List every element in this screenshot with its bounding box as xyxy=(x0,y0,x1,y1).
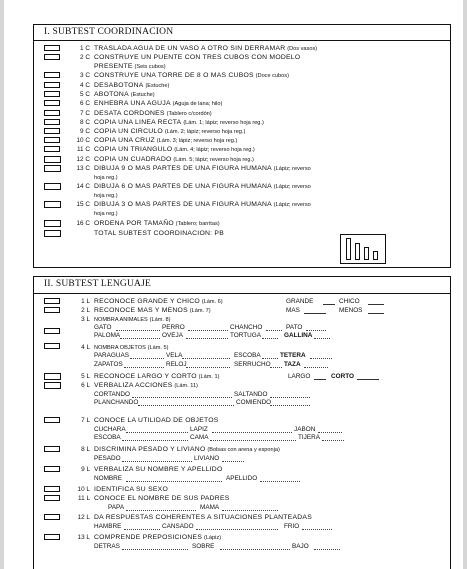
score-checkbox[interactable] xyxy=(44,146,60,152)
score-checkbox[interactable] xyxy=(44,307,60,313)
item-text: DIBUJA 6 O MAS PARTES DE UNA FIGURA HUMANA (Lápiz; reverso xyxy=(94,183,311,190)
item-code: 5 C xyxy=(80,91,90,98)
score-checkbox[interactable] xyxy=(44,110,60,116)
item-row xyxy=(34,182,450,191)
item-row-continuation xyxy=(34,62,450,71)
item-row xyxy=(34,297,450,306)
item-code: 6 L xyxy=(81,382,90,389)
item-text: RECONOCE LARGO Y CORTO (Lám. 1) xyxy=(94,373,220,380)
item-row xyxy=(34,219,450,228)
item-text: DESABOTONA (Estuche) xyxy=(94,82,170,89)
answer-row xyxy=(34,360,450,369)
item-text: DESATA CORDONES (Tablero c/cordón) xyxy=(94,110,212,117)
answer-label: CORTANDO xyxy=(94,391,130,398)
answer-label: MAS xyxy=(286,307,300,314)
score-checkbox[interactable] xyxy=(44,165,61,172)
answer-label: PATO xyxy=(286,324,303,331)
item-code: 16 C xyxy=(76,220,90,227)
score-checkbox[interactable] xyxy=(44,514,60,520)
item-code: 1 L xyxy=(81,298,90,305)
answer-line xyxy=(182,353,230,359)
answer-line xyxy=(322,435,344,441)
item-row xyxy=(34,53,450,62)
answer-line xyxy=(368,308,384,314)
answer-label: TORTUGA xyxy=(230,332,262,339)
answer-line xyxy=(357,374,379,380)
item-text: CONOCE EL NOMBRE DE SUS PADRES xyxy=(94,495,230,502)
answer-label: CUCHARA xyxy=(94,426,126,433)
item-text: COPIA UN TRIANGULO (Lám. 4; lápiz; reverso hoja reg.) xyxy=(94,146,255,153)
answer-row xyxy=(34,433,450,442)
item-code: 4 C xyxy=(80,82,90,89)
item-text: ORDENA POR TAMAÑO (Tablero; barritas) xyxy=(94,220,220,227)
item-text: IDENTIFICA SU SEXO xyxy=(94,486,168,493)
answer-label: MAMA xyxy=(200,504,220,511)
answer-label: PAPA xyxy=(108,504,125,511)
section-coordinacion xyxy=(33,24,451,268)
answer-line xyxy=(120,333,160,339)
answer-row xyxy=(34,522,450,531)
item-code: 2 C xyxy=(80,54,90,61)
item-text: PRESENTE (Seis cubos) xyxy=(94,63,166,70)
answer-label: MENOS xyxy=(339,307,363,314)
answer-label: LARGO xyxy=(288,373,311,380)
item-row xyxy=(34,71,450,80)
item-code: 8 C xyxy=(80,119,90,126)
item-row xyxy=(34,372,450,381)
item-row xyxy=(34,136,450,145)
answer-label: LAPIZ xyxy=(190,426,208,433)
section-title: I. SUBTEST COORDINACION xyxy=(44,27,174,37)
answer-label: ESCOBA xyxy=(94,434,121,441)
answer-line xyxy=(323,299,335,305)
item-code: 13 L xyxy=(77,534,90,541)
answer-line xyxy=(130,353,164,359)
section-title: II. SUBTEST LENGUAJE xyxy=(44,279,152,289)
item-text: hoja reg.) xyxy=(94,193,118,199)
item-code: 2 L xyxy=(81,307,90,314)
document-page xyxy=(4,0,463,569)
item-code: 10 L xyxy=(77,486,90,493)
item-row xyxy=(34,533,450,542)
score-checkbox[interactable] xyxy=(44,100,60,106)
item-text: NOMBRA ANIMALES (Lám. 8) xyxy=(94,317,171,323)
item-code: 13 C xyxy=(76,165,90,172)
item-row-continuation xyxy=(34,191,450,200)
item-row xyxy=(34,200,450,209)
answer-label: APELLIDO xyxy=(226,475,258,482)
score-checkbox[interactable] xyxy=(44,128,60,134)
item-text: ABOTONA (Estuche) xyxy=(94,91,155,98)
item-text: RECONOCE GRANDE Y CHICO (Lám. 6) xyxy=(94,298,223,305)
answer-label: TIJERA xyxy=(298,434,321,441)
answer-line xyxy=(270,400,310,406)
score-checkbox[interactable] xyxy=(44,382,61,389)
answer-line xyxy=(304,362,328,368)
item-code: 9 C xyxy=(80,128,90,135)
answer-label: SERRUCHO xyxy=(234,361,271,368)
item-text: COPIA UNA CRUZ (Lám. 3; lápiz; reverso hoja reg.) xyxy=(94,137,238,144)
total-label: TOTAL SUBTEST COORDINACION: PB xyxy=(94,230,224,237)
item-text: COPIA UN CUADRADO (Lám. 5; lápiz; reverso hoja reg.) xyxy=(94,156,254,163)
score-checkbox[interactable] xyxy=(44,373,61,380)
answer-line xyxy=(124,524,160,530)
score-checkbox[interactable] xyxy=(44,486,60,492)
answer-line xyxy=(270,362,282,368)
answer-line xyxy=(222,505,278,511)
answer-line xyxy=(138,400,234,406)
total-row xyxy=(34,229,450,238)
answer-row xyxy=(34,542,450,551)
item-row xyxy=(34,118,450,127)
item-row xyxy=(34,109,450,118)
item-code: 15 C xyxy=(76,201,90,208)
item-code: 7 C xyxy=(80,110,90,117)
item-code: 6 C xyxy=(80,100,90,107)
item-text: DA RESPUESTAS COHERENTES A SITUACIONES PLANTEADAS xyxy=(94,514,312,521)
answer-label: TETERA xyxy=(280,352,306,359)
item-row xyxy=(34,44,450,53)
answer-line xyxy=(314,333,330,339)
pb-bar xyxy=(346,238,351,260)
answer-line xyxy=(310,353,332,359)
score-checkbox[interactable] xyxy=(44,119,60,125)
item-text: COPIA UN CIRCULO (Lám. 2; lápiz; reverso hoja reg.) xyxy=(94,128,246,135)
answer-label: GALLINA xyxy=(284,332,313,339)
score-checkbox[interactable] xyxy=(44,201,61,208)
item-row xyxy=(34,416,450,425)
item-code: 10 C xyxy=(76,137,90,144)
item-text: VERBALIZA SU NOMBRE Y APELLIDO xyxy=(94,466,223,473)
answer-row xyxy=(34,503,450,512)
score-checkbox[interactable] xyxy=(44,82,60,88)
item-text: hoja reg.) xyxy=(94,175,118,181)
score-checkbox[interactable] xyxy=(44,156,61,163)
answer-label: OVEJA xyxy=(162,332,183,339)
answer-row xyxy=(34,474,450,483)
item-text: DISCRIMINA PESADO Y LIVIANO (Bolsas con arena y esponja) xyxy=(94,446,280,453)
item-row xyxy=(34,81,450,90)
answer-label: LIVIANO xyxy=(194,455,220,462)
score-checkbox[interactable] xyxy=(44,417,60,423)
item-text: CONSTRUYE UN PUENTE CON TRES CUBOS CON MODELO xyxy=(94,54,301,61)
answer-line xyxy=(368,299,384,305)
answer-label: PALOMA xyxy=(94,332,121,339)
answer-label: SALTANDO xyxy=(234,391,268,398)
item-row xyxy=(34,164,450,173)
item-text: ENHEBRA UNA AGUJA (Aguja de lana; hilo) xyxy=(94,100,223,107)
answer-label: TAZA xyxy=(284,361,301,368)
answer-line xyxy=(314,544,340,550)
answer-line xyxy=(126,476,222,482)
answer-row xyxy=(34,331,450,340)
section-lenguaje xyxy=(33,276,451,569)
answer-label: NOMBRE xyxy=(94,475,123,482)
answer-line xyxy=(222,456,244,462)
answer-label: ESCOBA xyxy=(234,352,261,359)
answer-line xyxy=(210,435,296,441)
item-text: TRASLADA AGUA DE UN VASO A OTRO SIN DERRAMAR (Dos vasos) xyxy=(94,45,318,52)
score-checkbox[interactable] xyxy=(44,45,60,51)
section-divider xyxy=(34,40,450,41)
item-code: 11 C xyxy=(76,146,90,153)
answer-line xyxy=(126,505,196,511)
item-row xyxy=(34,494,450,503)
pb-bar xyxy=(364,247,369,260)
item-text: VERBALIZA ACCIONES (Lám. 11) xyxy=(94,382,198,389)
item-row xyxy=(34,306,450,315)
section-divider xyxy=(34,293,450,294)
item-code: 11 L xyxy=(78,495,90,502)
answer-row xyxy=(34,398,450,407)
answer-row xyxy=(34,454,450,463)
item-row xyxy=(34,340,450,349)
item-text: hoja reg.) xyxy=(94,211,118,217)
answer-label: GRANDE xyxy=(286,298,314,305)
item-text: DIBUJA 9 O MAS PARTES DE UNA FIGURA HUMANA (Lápiz; reverso xyxy=(94,165,311,172)
score-checkbox[interactable] xyxy=(44,183,61,190)
score-checkbox[interactable] xyxy=(44,298,60,304)
answer-label: VELA xyxy=(166,352,183,359)
answer-line xyxy=(302,524,332,530)
answer-label: CAMA xyxy=(190,434,209,441)
item-text: DIBUJA 3 O MAS PARTES DE UNA FIGURA HUMANA (Lápiz; reverso xyxy=(94,201,311,208)
answer-label: SOBRE xyxy=(192,543,215,550)
item-code: 1 C xyxy=(80,45,90,52)
item-row xyxy=(34,127,450,136)
answer-line xyxy=(304,308,326,314)
item-row xyxy=(34,381,450,390)
item-text: COMPRENDE PREPOSICIONES (Lápiz) xyxy=(94,534,222,541)
score-checkbox[interactable] xyxy=(44,328,60,334)
item-code: 12 C xyxy=(76,156,90,163)
answer-label: BAJO xyxy=(292,543,309,550)
score-checkbox[interactable] xyxy=(44,495,60,501)
answer-label: PARAGUAS xyxy=(94,352,130,359)
item-row-continuation xyxy=(34,209,450,218)
item-code: 4 L xyxy=(81,344,90,351)
item-code: 14 C xyxy=(76,183,90,190)
item-row xyxy=(34,445,450,454)
item-code: 5 L xyxy=(81,373,90,380)
answer-line xyxy=(196,524,278,530)
score-checkbox[interactable] xyxy=(44,54,60,60)
score-checkbox[interactable] xyxy=(44,446,60,452)
item-text: CONOCE LA UTILIDAD DE OBJETOS xyxy=(94,417,219,424)
answer-label: GATO xyxy=(94,324,112,331)
answer-line xyxy=(122,544,188,550)
total-checkbox[interactable] xyxy=(44,230,61,237)
item-code: 7 L xyxy=(81,417,90,424)
answer-label: PERRO xyxy=(162,324,185,331)
pb-bar xyxy=(373,251,378,260)
answer-label: COMIENDO xyxy=(236,399,272,406)
item-code: 3 C xyxy=(80,72,90,79)
item-code: 9 L xyxy=(81,466,90,473)
item-row-continuation xyxy=(34,173,450,182)
page-edge-right xyxy=(463,0,467,569)
answer-line xyxy=(314,374,326,380)
item-text: COPIA UNA LINEA RECTA (Lám. 1; lápiz; reverso hoja reg.) xyxy=(94,119,264,126)
answer-line xyxy=(186,362,230,368)
answer-label: FRIO xyxy=(284,523,300,530)
item-row xyxy=(34,485,450,494)
answer-label: HAMBRE xyxy=(94,523,122,530)
item-code: 12 L xyxy=(77,514,90,521)
item-row xyxy=(34,90,450,99)
answer-line xyxy=(262,333,278,339)
answer-label: RELOJ xyxy=(166,361,187,368)
item-row xyxy=(34,99,450,108)
answer-label: CHICO xyxy=(339,298,360,305)
pb-bar xyxy=(355,243,360,260)
answer-label: JABON xyxy=(294,426,316,433)
answer-label: PESADO xyxy=(94,455,121,462)
score-checkbox[interactable] xyxy=(44,466,60,472)
item-code: 8 L xyxy=(81,446,90,453)
answer-row xyxy=(34,351,450,360)
answer-line xyxy=(124,362,164,368)
item-text: NOMBRA OBJETOS (Lám. 5) xyxy=(94,345,169,351)
score-checkbox[interactable] xyxy=(44,72,60,78)
pb-bars-icon xyxy=(340,234,386,264)
answer-line xyxy=(260,476,300,482)
item-row xyxy=(34,145,450,154)
item-row xyxy=(34,155,450,164)
item-text: RECONOCE MAS Y MENOS (Lám. 7) xyxy=(94,307,211,314)
answer-line xyxy=(122,435,188,441)
score-checkbox[interactable] xyxy=(44,91,60,97)
answer-label: CANSADO xyxy=(162,523,194,530)
score-checkbox[interactable] xyxy=(44,343,60,349)
answer-label: CHANCHO xyxy=(230,324,263,331)
item-row xyxy=(34,465,450,474)
answer-label: CORTO xyxy=(331,373,354,380)
answer-line xyxy=(262,353,278,359)
item-code: 3 L xyxy=(81,316,90,323)
answer-label: PLANCHANDO xyxy=(94,399,139,406)
answer-label: ZAPATOS xyxy=(94,361,123,368)
score-checkbox[interactable] xyxy=(44,137,60,143)
answer-line xyxy=(122,456,192,462)
answer-line xyxy=(220,544,290,550)
score-checkbox[interactable] xyxy=(44,220,61,227)
answer-line xyxy=(186,333,228,339)
item-text: CONSTRUYE UNA TORRE DE 8 O MAS CUBOS (Doce cubos) xyxy=(94,72,289,79)
item-row xyxy=(34,513,450,522)
score-checkbox[interactable] xyxy=(44,534,60,540)
answer-label: DETRAS xyxy=(94,543,120,550)
